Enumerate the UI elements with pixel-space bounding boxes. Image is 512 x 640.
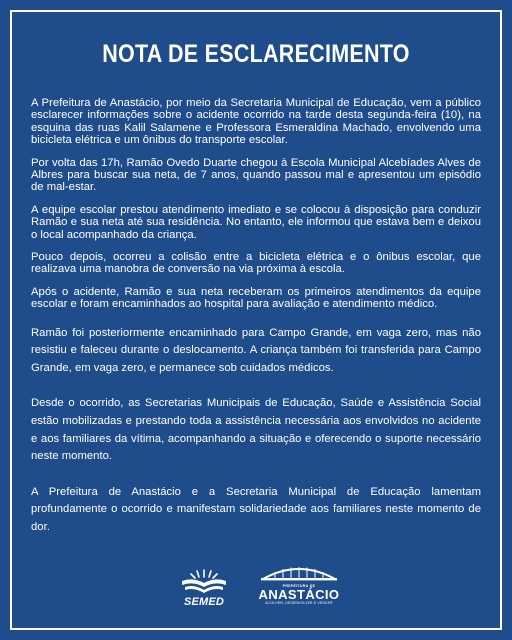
- semed-logo: [174, 567, 234, 611]
- prefeitura-name: ANASTÁCIO: [258, 587, 340, 602]
- prefeitura-slogan: ACOLHER, DESENVOLVER E VENCER: [265, 601, 333, 605]
- footer-logos: [0, 565, 512, 615]
- paragraph-transfer: Ramão foi posteriormente encaminhado para Campo Grande, em vaga zero, mas não resistiu e faleceu durante o deslocamento. A criança também foi transferida para Campo Grande, em vaga zero, e permanece sob cuidados médicos.: [31, 326, 481, 374]
- bridge-icon: [259, 565, 339, 583]
- paragraph-condolences: A Prefeitura de Anastácio e a Secretaria Municipal de Educação lamentam profundamente o ocorrido e manifestam solidariedade aos familiares neste momento de dor.: [31, 485, 481, 534]
- note-body: [31, 97, 481, 551]
- paragraph-collision: Pouco depois, ocorreu a colisão entre a bicicleta elétrica e o ônibus escolar, que realizava uma manobra de conversão na via próxima à escola.: [31, 251, 481, 276]
- paragraph-assistance: Desde o ocorrido, as Secretarias Municipais de Educação, Saúde e Assistência Social estão mobilizadas e prestando toda a assistência necessária aos envolvidos no acidente e aos familiares da vítima, acompanhando a situação e oferecendo o suporte necessário neste momento.: [31, 397, 481, 463]
- paragraph-arrival: Por volta das 17h, Ramão Ovedo Duarte chegou à Escola Municipal Alcebíades Alves de Albres para buscar sua neta, de 7 anos, quando passou mal e apresentou um episódio de mal-estar.: [31, 156, 481, 194]
- paragraph-school-care: A equipe escolar prestou atendimento imediato e se colocou à disposição para conduzir Ramão e sua neta até sua residência. No entanto, ele informou que estava bem e deixou o local acompanhado da criança.: [31, 203, 481, 241]
- prefeitura-anastacio-logo: [252, 565, 346, 615]
- open-book-icon: [179, 567, 229, 595]
- paragraph-hospital: Após o acidente, Ramão e sua neta receberam os primeiros atendimentos da equipe escolar e foram encaminhados ao hospital para avaliação e atendimento médico.: [31, 285, 481, 311]
- page-title: NOTA DE ESCLARECIMENTO: [102, 40, 410, 68]
- prefeitura-label: PREFEITURA DE: [282, 584, 316, 588]
- semed-logo-text: SEMED: [183, 596, 225, 608]
- paragraph-intro: A Prefeitura de Anastácio, por meio da Secretaria Municipal de Educação, vem a público esclarecer informações sobre o acidente ocorrido na tarde desta segunda-feira (10), na esquina das ruas Kalil Salamene e Professora Esmeraldina Machado, envolvendo uma bicicleta elétrica e um ônibus do transporte escolar.: [31, 97, 481, 147]
